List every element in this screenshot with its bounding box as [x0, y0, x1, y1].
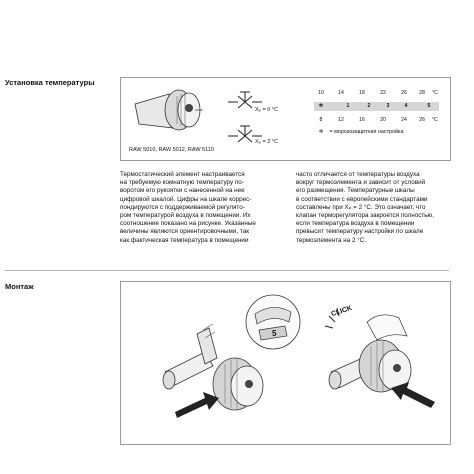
- xp-zero-label: Xₚ = 0 °C: [255, 107, 279, 113]
- section-divider: [5, 270, 449, 271]
- text-line: его размещения. Температурные шкалы: [296, 187, 415, 195]
- scale-cell: 12: [338, 117, 344, 123]
- text-line: пондируются с поддерживаемой регулято-: [120, 203, 245, 211]
- description-right-column: [296, 171, 434, 245]
- mounting-step-number: 5: [272, 329, 277, 338]
- section-title-mounting: Монтаж: [5, 282, 34, 291]
- text-line: вокруг термоэлемента и зависит от условий: [296, 179, 426, 187]
- frost-symbol-icon: ✲: [318, 103, 324, 109]
- text-line: составлены при Xₚ = 2 °C. Это означает, что: [296, 203, 426, 211]
- text-line: на требуемую комнатную температуру по-: [120, 179, 244, 187]
- text-line: как фактическая температура в помещении: [120, 236, 249, 244]
- scale-cell: 4: [404, 103, 408, 109]
- text-line: цифровой шкалой. Цифры на шкале коррес-: [120, 195, 252, 203]
- section-title-temperature: Установка температуры: [5, 78, 95, 87]
- text-line: клапан терморегулятора закроется полностью,: [296, 212, 435, 220]
- text-line: часто отличается от температуры воздуха: [296, 171, 420, 178]
- frost-legend: [314, 129, 404, 135]
- text-line: воротом его рукоятки с нанесенной на нее: [120, 187, 245, 195]
- description-left-column: [120, 171, 256, 245]
- scale-cell: 28: [419, 90, 425, 96]
- click-label: CLICK: [330, 304, 353, 319]
- text-line: Термостатический элемент настраивается: [120, 171, 245, 178]
- text-line: ром температурой воздуха в помещении. Их: [120, 212, 251, 220]
- scale-cell: 14: [338, 90, 344, 96]
- scale-cell: 8: [319, 117, 323, 123]
- scale-cell: 1: [346, 103, 350, 109]
- models-caption: RAW 5010, RAW 5012, RAW 5110: [129, 147, 214, 153]
- scale-cell: 26: [401, 90, 407, 96]
- temperature-scale-table: [314, 89, 439, 129]
- text-line: термоэлемента на 2 °C.: [296, 236, 367, 244]
- scale-row-dial: [314, 102, 439, 111]
- scale-cell: 10: [318, 90, 324, 96]
- scale-unit: °C: [432, 117, 438, 123]
- frost-legend-text: = морозозащитная настройка: [329, 129, 404, 135]
- thermostat-head-illustration: [129, 84, 211, 136]
- scale-cell: 22: [380, 90, 386, 96]
- mounting-diagram-frame: [120, 281, 451, 445]
- scale-cell: 5: [427, 103, 431, 109]
- scale-cell: 18: [359, 90, 365, 96]
- scale-cell: 26: [419, 117, 425, 123]
- scale-cell: 16: [359, 117, 365, 123]
- scale-unit: °C: [432, 90, 438, 96]
- text-line: соотношение показано на рисунке. Указанные: [120, 220, 256, 228]
- mounting-detail-inset: [243, 292, 303, 352]
- scale-row-xp2: [314, 116, 439, 125]
- scale-cell: 2: [367, 103, 371, 109]
- scale-cell: 20: [380, 117, 386, 123]
- text-line: величины являются ориентировочными, так: [120, 228, 249, 236]
- frost-symbol-icon: ✲: [318, 129, 324, 135]
- temperature-diagram-frame: [120, 77, 451, 161]
- scale-cell: 24: [401, 117, 407, 123]
- scale-cell: 3: [386, 103, 390, 109]
- text-line: в соответствии с европейскими стандартами: [296, 195, 428, 203]
- scale-row-xp0: [314, 89, 439, 98]
- text-line: превысит температуру настройки по шкале: [296, 228, 424, 236]
- xp-two-label: Xₚ = 2 °C: [255, 139, 279, 145]
- text-line: если температура воздуха в помещении: [296, 220, 415, 228]
